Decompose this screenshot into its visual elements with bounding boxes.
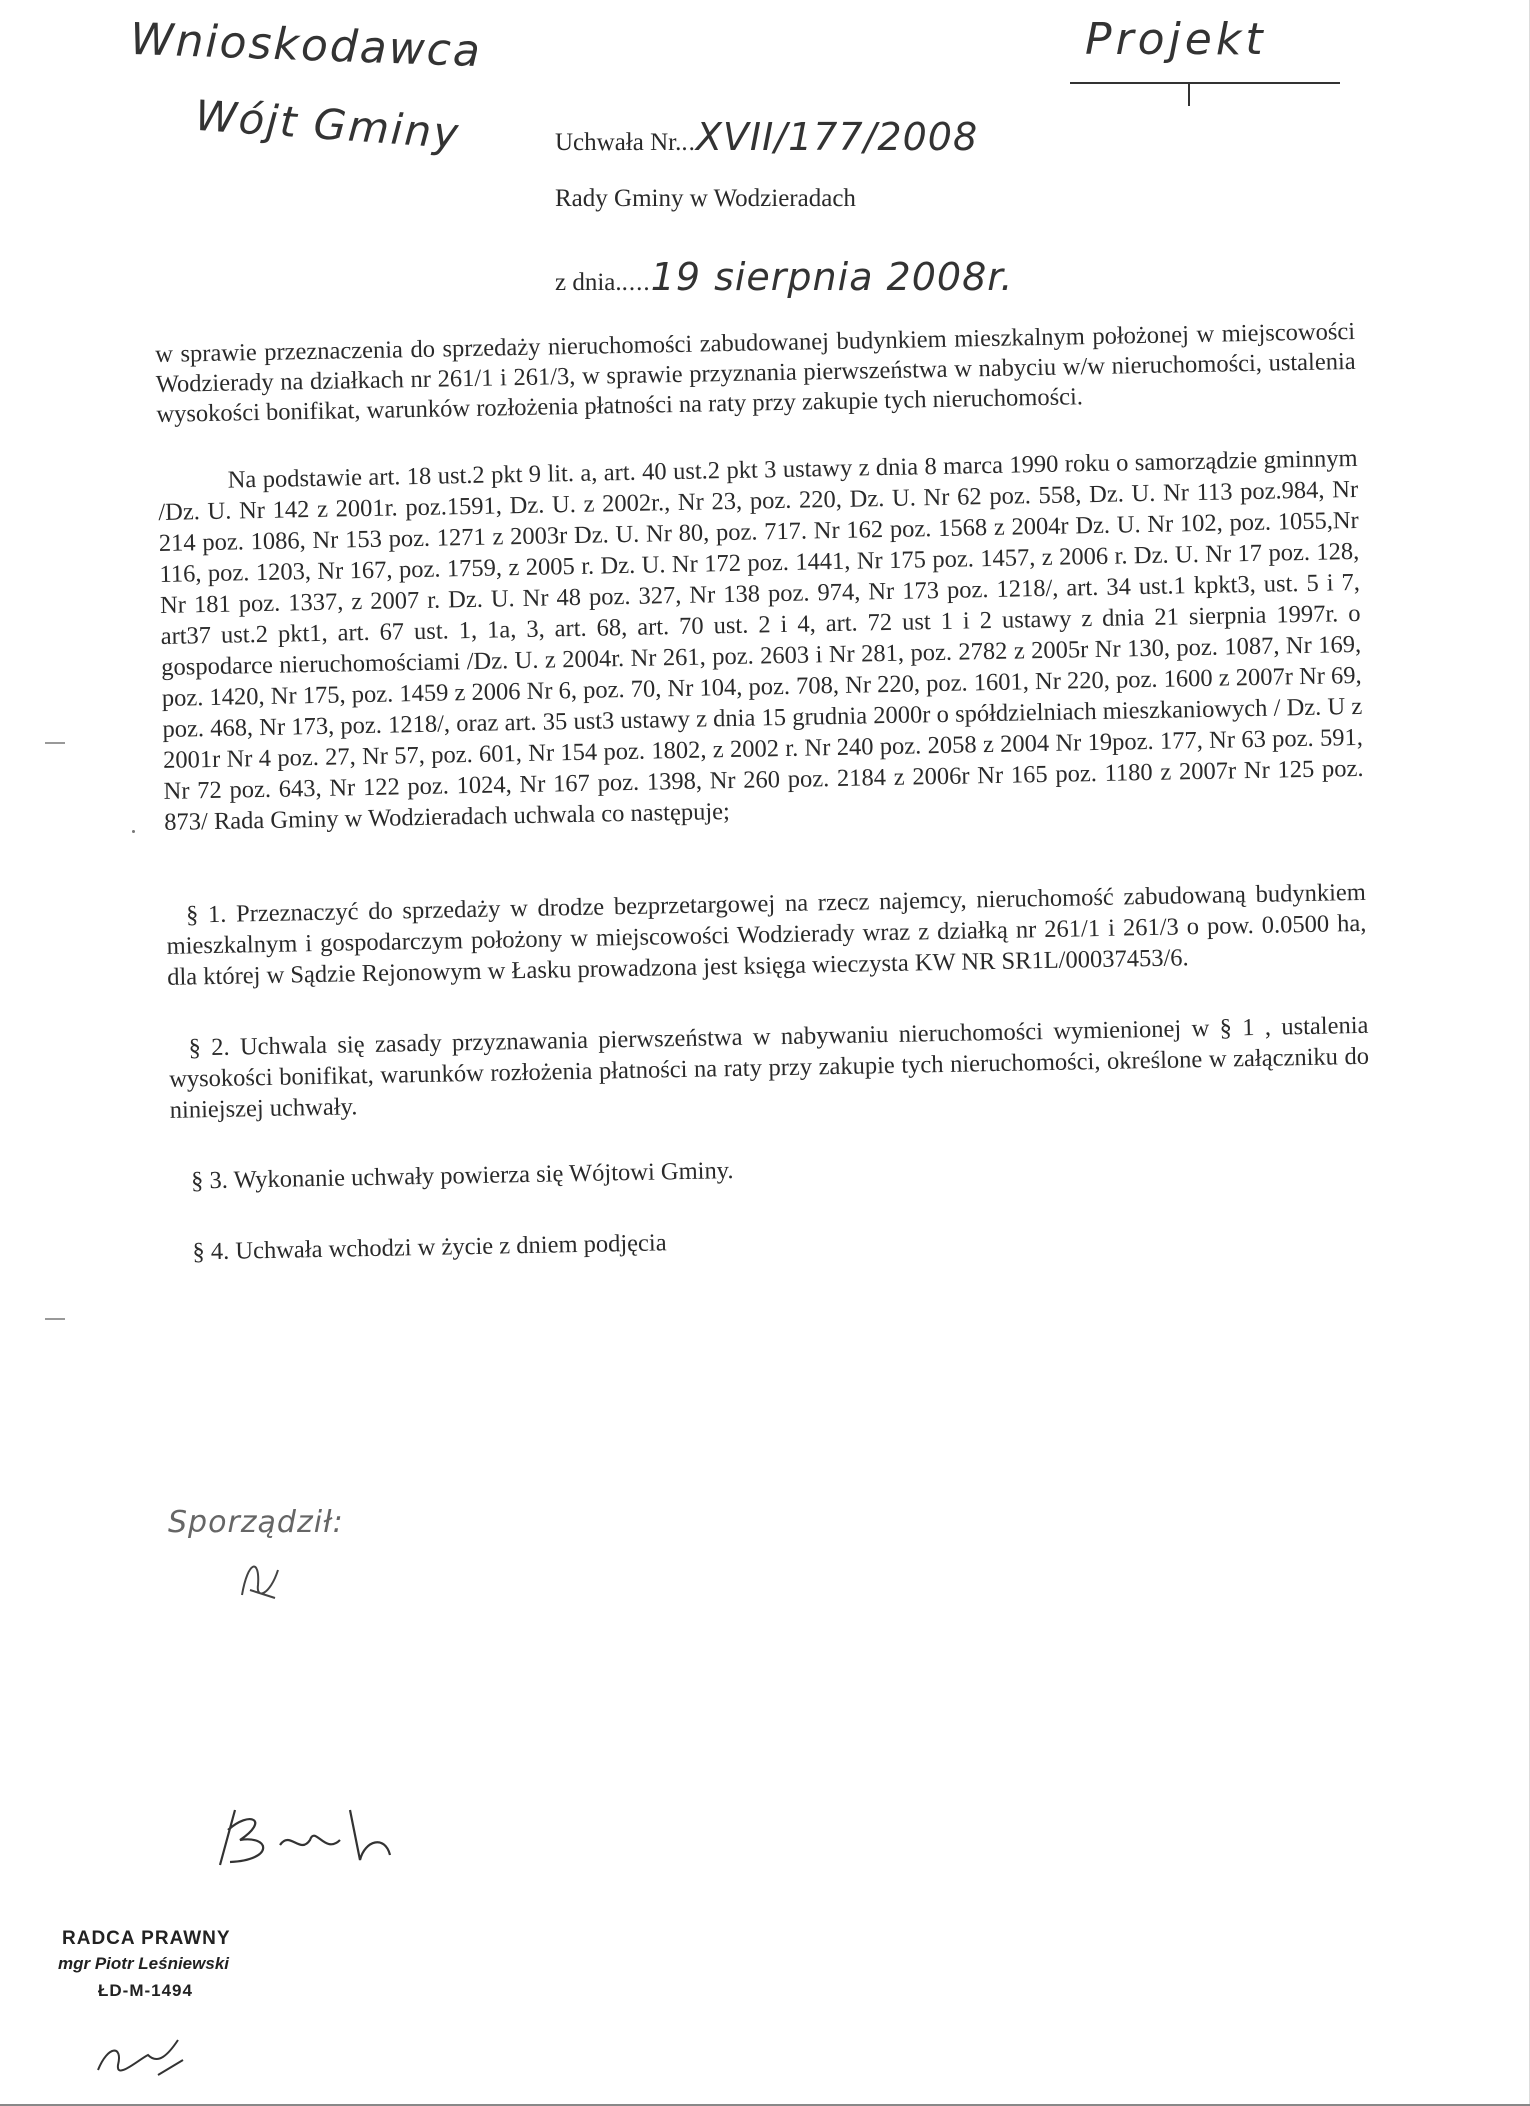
resolution-number-line xyxy=(555,115,978,159)
stamp-name: mgr Piotr Leśniewski xyxy=(58,1954,229,1973)
stamp-license: ŁD-M-1494 xyxy=(98,1981,193,2000)
dotted-leader: .... xyxy=(621,269,651,296)
main-signature xyxy=(200,1800,410,1880)
handwritten-applicant-label: Wnioskodawca xyxy=(129,13,483,78)
handwritten-projekt: Projekt xyxy=(1085,14,1267,65)
resolution-date-line xyxy=(555,255,1013,299)
date-prefix: z dnia. xyxy=(555,269,622,296)
resolution-date: 19 sierpnia 2008r. xyxy=(650,255,1014,299)
resolution-number: XVII/177/2008 xyxy=(695,115,979,159)
projekt-tick xyxy=(1188,82,1190,106)
document-body xyxy=(155,317,1373,1268)
dotted-leader: .. xyxy=(681,129,696,156)
resolution-prefix: Uchwała Nr. xyxy=(555,129,682,156)
paragraph-4: § 4. Uchwała wchodzi w życie z dniem podjęcia xyxy=(192,1229,667,1266)
legal-basis: Na podstawie art. 18 ust.2 pkt 9 lit. a, art. 40 ust.2 pkt 3 ustawy z dnia 8 marca 1990 roku o samorządzie gminnym /Dz. U. Nr 142 z 2001r. poz.1591, Dz. U. z 2002r., Nr 23, poz. 220, Dz. U. Nr 62 poz. 558, Dz. U. Nr 113 poz.984, Nr 214 poz. 1086, Nr 153 poz. 1271 z 2003r Dz. U. Nr 80, poz. 717. Nr 162 poz. 1568 z 2004r Dz. U. Nr 102, poz. 1055,Nr 116, poz. 1203, Nr 167, poz. 1759, z 2005 r. Dz. U. Nr 172 poz. 1441, Nr 175 poz. 1457, z 2006 r. Dz. U. Nr 17 poz. 128, Nr 181 poz. 1337, z 2007 r. Dz. U. Nr 48 poz. 327, Nr 138 poz. 974, Nr 173 poz. 1218/, art. 34 ust.1 kpkt3, ust. 5 i 7, art37 ust.2 pkt1, art. 67 ust. 1, 1a, 3, art. 68, art. 70 ust. 2 i 4, art. 72 ust 1 i 2 ustawy z dnia 21 sierpnia 1997r. o gospodarce nieruchomościami /Dz. U. z 2004r. Nr 261, poz. 2603 i Nr 281, poz. 2782 z 2005r Nr 130, poz. 1087, Nr 169, poz. 1420, Nr 175, poz. 1459 z 2006 Nr 6, poz. 70, Nr 104, poz. 708, Nr 220, poz. 1601, Nr 220, poz. 1600 z 2007r Nr 69, poz. 468, Nr 173, poz. 1218/, oraz art. 35 ust3 ustawy z dnia 15 grudnia 2000r o spółdzielniach mieszkaniowych / Dz. U z 2001r Nr 4 poz. 27, Nr 57, poz. 601, Nr 154 poz. 1802, z 2002 r. Nr 240 poz. 2058 z 2004 Nr 19poz. 177, Nr 63 poz. 591, Nr 72 poz. 643, Nr 122 poz. 1024, Nr 167 poz. 1398, Nr 260 poz. 2184 z 2006r Nr 165 poz. 1180 z 2007r Nr 125 poz. 873/ Rada Gminy w Wodzieradach uchwala co następuje; xyxy=(158,444,1364,836)
paragraph-2: § 2. Uchwala się zasady przyznawania pierwszeństwa w nabywaniu nieruchomości wymienionej w § 1 , ustalenia wysokości bonifikat, warunków rozłożenia płatności na raty przy zakupie tych nieruchomości, określone w załączniku do niniejszej uchwały. xyxy=(168,1011,1370,1124)
projekt-underline xyxy=(1070,82,1340,84)
council-name: Rady Gminy w Wodzieradach xyxy=(555,185,856,212)
paragraph-3: § 3. Wykonanie uchwały powierza się Wójtowi Gminy. xyxy=(190,1157,734,1195)
resolution-subject: w sprawie przeznaczenia do sprzedaży nieruchomości zabudowanej budynkiem mieszkalnym położonej w miejscowości Wodzierady na działkach nr 261/1 i 261/3, w sprawie przyznania pierwszeństwa w nabyciu w/w nieruchomości, ustalenia wysokości bonifikat, warunków rozłożenia płatności na raty przy zakupie tych nieruchomości. xyxy=(155,317,1356,428)
initial-signature xyxy=(230,1550,290,1610)
margin-mark xyxy=(45,1318,65,1320)
margin-mark xyxy=(45,742,65,744)
stamp-signature xyxy=(88,2025,198,2085)
handwritten-applicant-name: Wójt Gminy xyxy=(193,90,462,159)
paragraph-1: § 1. Przeznaczyć do sprzedaży w drodze bezprzetargowej na rzecz najemcy, nieruchomość zabudowaną budynkiem mieszkalnym i gospodarczym położony w miejscowości Wodzierady wraz z działką nr 261/1 i 261/3 o pow. 0.0500 ha, dla której w Sądzie Rejonowym w Łasku prowadzona jest księga wieczysta KW NR SR1L/00037453/6. xyxy=(166,878,1367,991)
scan-dot xyxy=(132,830,135,833)
handwritten-prepared-by: Sporządził: xyxy=(168,1505,344,1540)
stamp-title: RADCA PRAWNY xyxy=(62,1928,231,1949)
